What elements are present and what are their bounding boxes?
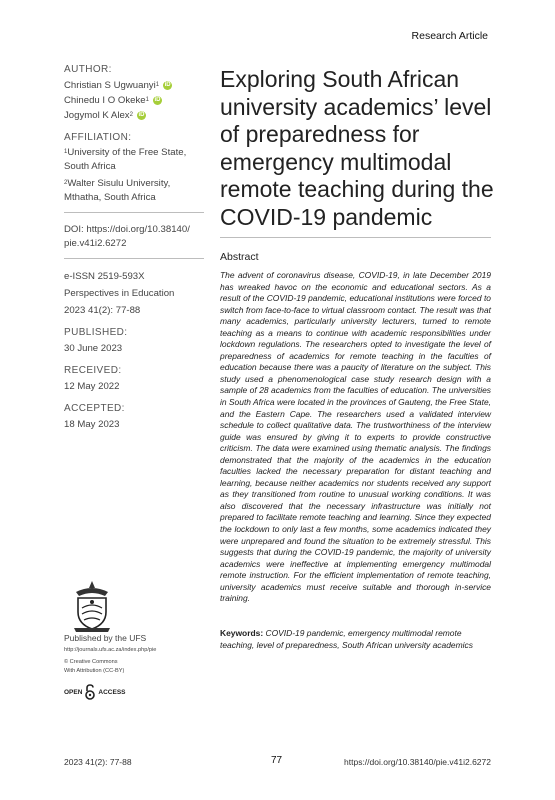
orcid-icon[interactable]: iD: [164, 82, 171, 88]
publisher-info: [64, 633, 214, 676]
open-access-left: OPEN: [64, 688, 83, 696]
keywords-label: Keywords:: [220, 628, 264, 638]
divider: [220, 237, 491, 238]
open-access-right: ACCESS: [98, 688, 126, 696]
accepted-date: 18 May 2023: [64, 419, 120, 430]
journal-name: Perspectives in Education: [64, 288, 175, 299]
doi-link[interactable]: DOI: https://doi.org/10.38140/ pie.v41i2.6272: [64, 224, 190, 249]
keywords: [220, 628, 491, 651]
published-by: Published by the UFS: [64, 633, 147, 643]
affiliation-heading: AFFILIATION:: [64, 132, 132, 143]
article-type-label: Research Article: [411, 30, 488, 42]
license-line-1: © Creative Commons: [64, 659, 118, 665]
license-line-2: With Attribution (CC-BY): [64, 668, 125, 674]
page-number: 77: [271, 755, 283, 766]
footer-doi[interactable]: https://doi.org/10.38140/pie.v41i2.6272: [344, 757, 491, 767]
footer-issue: 2023 41(2): 77-88: [64, 757, 132, 767]
open-access-badge: [64, 684, 126, 700]
open-access-lock-icon: [84, 684, 96, 700]
orcid-icon[interactable]: iD: [138, 112, 145, 118]
author-2: Chinedu I O Okeke 1 iD: [64, 95, 161, 106]
author-heading: AUTHOR:: [64, 64, 112, 75]
published-heading: PUBLISHED:: [64, 327, 128, 338]
orcid-icon[interactable]: iD: [154, 97, 161, 103]
divider: [64, 212, 204, 213]
received-heading: RECEIVED:: [64, 365, 122, 376]
journal-url[interactable]: http://journals.ufs.ac.za/index.php/pie: [64, 647, 157, 653]
article-title: Exploring South African university academics’ level of preparedness for emergency multimodal remote teaching during the COVID-19 pandemic: [220, 66, 494, 230]
eissn: e-ISSN 2519-593X: [64, 271, 145, 282]
abstract-text: The advent of coronavirus disease, COVID-19, in late December 2019 has wreaked havoc on the economic and educational sectors. As a result of the COVID-19 pandemic, educational institutions were forced to switch from face-to-face to virtual classroom contact. The result was that many academics, particularly university lecturers, turned to remote teaching as a means to continue with academic responsibilities under lockdown regulations. The researchers opted to investigate the level of preparedness of academics for remote teaching in the faculties of education because there was a paucity of literature on the subject. This study used a phenomenological case study research design with a sample of 28 academics from the faculties of education. The universities in South Africa were located in the provinces of Gauteng, the Free State, and the Eastern Cape. The researchers used a validated interview schedule to collect qualitative data. The trustworthiness of the interview guide was ensured by giving it to experts to provide constructive criticism. The data were examined using thematic analysis. The findings demonstrated that the majority of the academics in the education faculties lacked the necessary preparation for distant teaching and learning, because neither academics nor students received any support as they transitioned from routine to unusual working conditions. It was also discovered that the necessary infrastructure was initially not prepared to facilitate remote teaching and learning. Since they expected the lockdown to only last a few months, some academics indicated they were unprepared and found the situation to be extremely stressful. This suggests that during the COVID-19 pandemic, the majority of university academics were ineffective at implementing emergency multimodal remote instruction. For the efficient implementation of remote teaching, university academics must receive suitable and thorough in-service training.: [220, 270, 491, 604]
keywords-text: COVID-19 pandemic, emergency multimodal remote teaching, level of preparedness, South African university academics: [220, 628, 473, 650]
author-3: Jogymol K Alex 2 iD: [64, 110, 145, 121]
article-sidebar: [64, 64, 204, 432]
affiliation-1: $^1$University of the Free State, South Africa: [64, 147, 187, 172]
journal-issue: 2023 41(2): 77-88: [64, 305, 141, 316]
published-date: 30 June 2023: [64, 343, 123, 354]
divider: [64, 258, 204, 259]
affiliation-2: $^2$Walter Sisulu University, Mthatha, South Africa: [64, 178, 171, 203]
author-1: Christian S Ugwuanyi 1 iD: [64, 80, 171, 91]
university-crest-icon: [64, 578, 120, 634]
abstract-heading: Abstract: [220, 251, 259, 263]
received-date: 12 May 2022: [64, 381, 120, 392]
accepted-heading: ACCEPTED:: [64, 403, 125, 414]
